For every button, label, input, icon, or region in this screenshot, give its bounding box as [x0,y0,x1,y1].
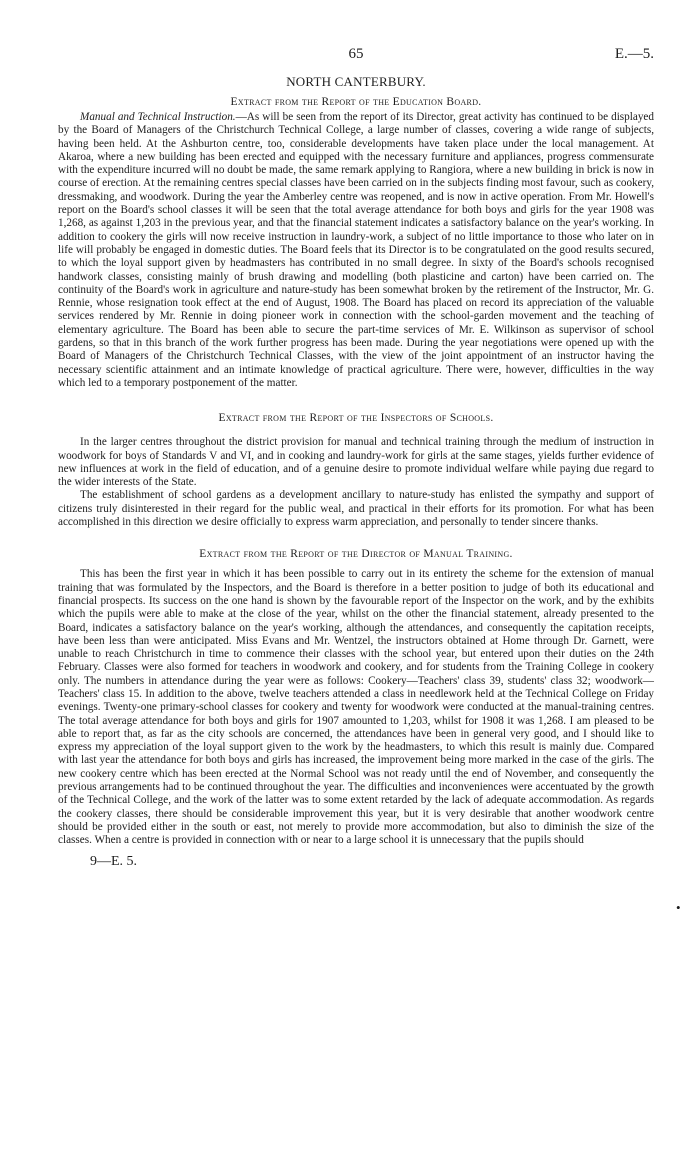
section-heading-education-board: Extract from the Report of the Education Board. [230,96,482,108]
region-title: NORTH CANTERBURY. [286,74,426,89]
margin-mark: • [676,900,681,915]
document-reference: E.—5. [614,46,654,62]
paragraph-lead: Manual and Technical Instruction. [80,111,236,123]
page-header [58,46,654,68]
paragraph-inspectors-2: The establishment of school gardens as a development ancillary to nature-study has enlisted the sympathy and support of citizens truly disinterested in their regard for the public weal, and practical in their efforts for its promotion. For what has been accomplished in this direction we desire officially to express warm appreciation, and personally to tender sincere thanks. [58,489,654,529]
signature-reference: 9—E. 5. [90,853,138,869]
paragraph-education-board [58,111,654,390]
paragraph-text: —As will be seen from the report of its Director, great activity has continued to be displayed by the Board of Managers of the Christchurch Technical College, a large number of classes, covering a wide range of subjects, having been held. At the Ashburton centre, too, considerable developments have taken place under the local management. At Akaroa, where a new building has been erected and equipped with the necessary furniture and appliances, progress commensurate with the expenditure incurred will no doubt be made, the same remark applying to Rangiora, where a new building in brick is now in course of erection. At the remaining centres special classes have been carried on in the subjects finding most favour, such as cookery, dressmaking, and woodwork. During the year the Amberley centre was reopened, and is now in active operation. From Mr. Howell's report on the Board's school classes it will be seen that the total average attendance for both boys and girls for the year 1908 was 1,268, as against 1,203 in the previous year, and that the financial statement indicates a satisfactory balance on the year's working. In addition to cookery the girls will now receive instruction in laundry-work, a subject of no little importance to those who later on in life will probably be engaged in domestic duties. The Board feels that its Director is to be congratulated on the good results secured, to which the loyal support given by headmasters has contributed in no small degree. In sixty of the Board's schools recognised handwork classes, consisting mainly of brush drawing and modelling (both plasticine and carton) have been carried on. The continuity of the Board's work in agriculture and nature-study has been somewhat broken by the retirement of the Instructor, Mr. G. Rennie, whose resignation took effect at the end of August, 1908. The Board has placed on record its appreciation of the valuable services rendered by Mr. Rennie in doing pioneer work in connection with the school-garden movement and the teaching of elementary agriculture. The Board has been able to secure the part-time services of Mr. E. Wilkinson as supervisor of school gardens, so that in this branch of the work further progress has been made. During the year negotiations were opened up with the Board of Managers of the Christchurch Technical Classes, with the view of the joint appointment of an instructor having the necessary scientific attainment and an intimate knowledge of practical agriculture. There were, however, difficulties in the way which led to a temporary postponement of the matter. [58,111,654,389]
page-number: 65 [348,46,364,62]
paragraph-director: This has been the first year in which it has been possible to carry out in its entirety the scheme for the extension of manual training that was formulated by the Inspectors, and the Board is therefore in a better position to judge of both its educational and financial prospects. Its success on the one hand is shown by the favourable report of the Inspector on the work, and by the exhibits which the pupils were able to make at the close of the year, whilst on the other the financial statement, already presented to the Board, indicates a satisfactory balance on the year's working, although the attendances, and consequently the capitation receipts, have been less than were anticipated. Miss Evans and Mr. Wentzel, the instructors obtained at Home through Dr. Garnett, were unable to reach Christchurch in time to commence their classes with the school year, but entered upon their duties on the 24th February. Classes were also formed for teachers in woodwork and cookery, and for students from the Training College in cookery only. The numbers in attendance during the year were as follows: Cookery—Teachers' class 39, students' class 32; woodwork—Teachers' class 15. In addition to the above, twelve teachers attended a class in needlework held at the Technical College on Friday evenings. Twenty-one primary-school classes for cookery and twenty for woodwork were conducted at the manual-training centres. The total average attendance for both boys and girls for 1907 amounted to 1,203, whilst for 1908 it was 1,268. I am pleased to be able to report that, as far as the city schools are concerned, the attendances have been in general very good, and I should like to express my appreciation of the loyal support given to the work by the headmasters, to which this result is mainly due. Compared with last year the attendance for both boys and girls has increased, the improvement being more marked in the case of the girls. The new cookery centre which has been erected at the Normal School was not ready until the end of November, and consequently the previous arrangements had to be continued throughout the year. The difficulties and inconveniences were accentuated by the growth of the Technical College, and the work of the latter was to some extent retarded by the lack of adequate accommodation. As regards the cookery classes, there should be considerable improvement this year, but it is very desirable that another woodwork centre should be provided either in the south or east, not merely to provide more accommodation, but also to diminish the size of the classes. When a centre is provided in connection with or near to a large school it is unnecessary that the pupils should [58,568,654,847]
section-heading-director-manual-training: Extract from the Report of the Director of Manual Training. [199,548,513,561]
section-heading-inspectors: Extract from the Report of the Inspectors of Schools. [218,412,494,425]
paragraph-inspectors-1: In the larger centres throughout the district provision for manual and technical training through the medium of instruction in woodwork for boys of Standards V and VI, and in cooking and laundry-work for girls at the same stages, yields further evidence of new influences at work in the field of education, and of a genuine desire to promote individual welfare while paying due regard to the wider interests of the State. [58,436,654,489]
document-page [58,46,654,870]
